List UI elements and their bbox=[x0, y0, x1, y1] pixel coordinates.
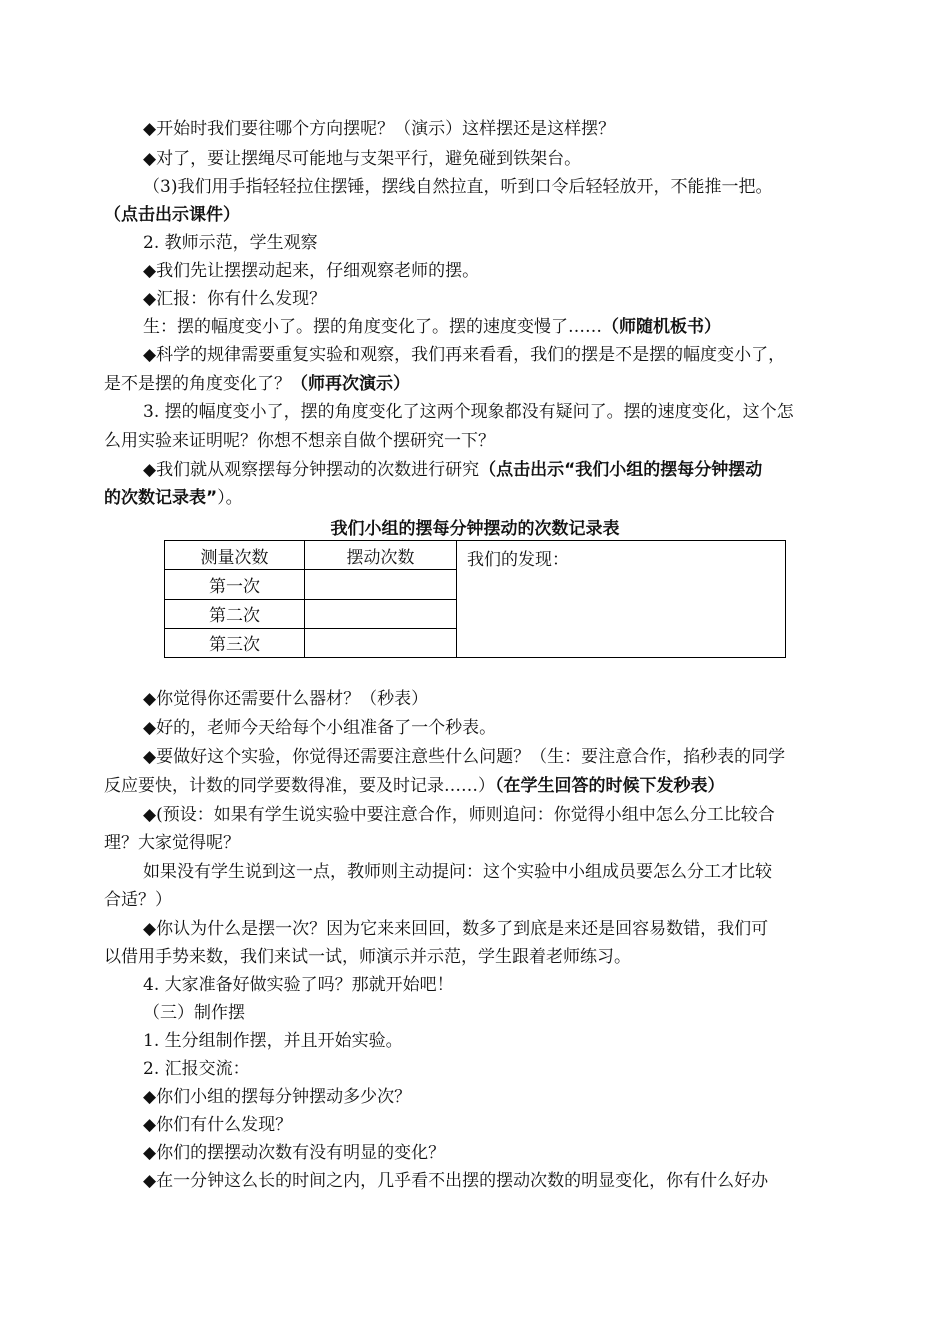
text-line bbox=[143, 289, 326, 309]
line-text: 我们先让摆摆动起来，仔细观察老师的摆。 bbox=[156, 261, 480, 281]
empty-cell bbox=[305, 570, 457, 599]
line-text: 开始时我们要往哪个方向摆呢？（演示）这样摆还是这样摆？ bbox=[156, 119, 616, 139]
text-line bbox=[104, 833, 240, 853]
bullet-diamond-icon: ◆ bbox=[143, 149, 157, 169]
line-text: 你们小组的摆每分钟摆动多少次？ bbox=[156, 1087, 412, 1107]
line-text: 如果没有学生说到这一点，教师则主动提问：这个实验中小组成员要怎么分工才比较 bbox=[143, 862, 772, 882]
text-line bbox=[104, 374, 410, 394]
text-line bbox=[143, 1143, 445, 1163]
line-text: 你认为什么是摆一次？因为它来来回回，数多了到底是来还是回容易数错，我们可 bbox=[156, 919, 769, 939]
empty-cell bbox=[305, 599, 457, 628]
line-text-bold: 的次数记录表” bbox=[104, 488, 218, 508]
text-line bbox=[143, 119, 615, 139]
section-heading: （三）制作摆 bbox=[143, 1003, 245, 1023]
line-text: 反应要快，计数的同学要数得准，要及时记录……） bbox=[104, 776, 495, 796]
text-line-bold bbox=[104, 205, 240, 225]
line-text: 你觉得你还需要什么器材？（秒表） bbox=[156, 689, 429, 709]
bullet-diamond-icon: ◆ bbox=[143, 689, 157, 709]
empty-cell bbox=[305, 628, 457, 657]
line-text: 3. 摆的幅度变小了，摆的角度变化了这两个现象都没有疑问了。摆的速度变化，这个怎 bbox=[143, 402, 794, 422]
header-cell: 测量次数 bbox=[165, 541, 305, 570]
bullet-diamond-icon: ◆ bbox=[143, 261, 157, 281]
row-label-cell: 第一次 bbox=[165, 570, 305, 599]
text-line bbox=[143, 1003, 245, 1023]
text-line bbox=[104, 890, 172, 910]
line-text-bold: （点击出示“我们小组的摆每分钟摆动 bbox=[479, 460, 763, 480]
line-text: ）。 bbox=[217, 488, 243, 508]
bullet-diamond-icon: ◆ bbox=[143, 1171, 157, 1191]
text-line bbox=[143, 1031, 403, 1051]
bullet-diamond-icon: ◆ bbox=[143, 345, 157, 365]
row-label-cell: 第二次 bbox=[165, 599, 305, 628]
section-heading: 2. 教师示范，学生观察 bbox=[143, 233, 318, 253]
bullet-diamond-icon: ◆ bbox=[143, 1115, 157, 1135]
line-text: 你们有什么发现？ bbox=[156, 1115, 293, 1135]
text-line bbox=[143, 975, 454, 995]
text-line bbox=[143, 177, 772, 197]
bullet-diamond-icon: ◆ bbox=[143, 460, 157, 480]
line-text: （点击出示课件） bbox=[104, 205, 240, 225]
line-text: 以借用手势来数，我们来试一试，师演示并示范，学生跟着老师练习。 bbox=[104, 947, 631, 967]
text-line bbox=[143, 402, 794, 422]
text-line bbox=[143, 1115, 292, 1135]
text-line bbox=[104, 947, 631, 967]
line-text: 要做好这个实验，你觉得还需要注意些什么问题？（生：要注意合作，掐秒表的同学 bbox=[156, 747, 786, 767]
table-caption: 我们小组的摆每分钟摆动的次数记录表 bbox=[330, 519, 620, 539]
text-line bbox=[143, 233, 318, 253]
line-text: 我们就从观察摆每分钟摆动的次数进行研究 bbox=[156, 460, 480, 480]
text-line bbox=[143, 919, 768, 939]
line-text: 好的，老师今天给每个小组准备了一个秒表。 bbox=[156, 718, 497, 738]
text-line bbox=[143, 345, 785, 365]
line-text: 是不是摆的角度变化了？ bbox=[104, 374, 291, 394]
text-line bbox=[143, 805, 775, 825]
line-text: 对了，要让摆绳尽可能地与支架平行，避免碰到铁架台。 bbox=[156, 149, 582, 169]
header-cell: 摆动次数 bbox=[305, 541, 457, 570]
text-line bbox=[104, 488, 243, 508]
text-line bbox=[104, 431, 495, 451]
line-text: 1. 生分组制作摆，并且开始实验。 bbox=[143, 1031, 403, 1051]
bullet-diamond-icon: ◆ bbox=[143, 289, 157, 309]
line-text-bold: （在学生回答的时候下发秒表） bbox=[495, 776, 725, 796]
record-table bbox=[164, 540, 786, 658]
table-header-row bbox=[165, 541, 786, 570]
line-text-bold: （师随机板书） bbox=[602, 317, 721, 337]
text-line bbox=[104, 776, 725, 796]
line-text: 2. 汇报交流： bbox=[143, 1059, 250, 1079]
row-label-cell: 第三次 bbox=[165, 628, 305, 657]
line-text: 合适？） bbox=[104, 890, 172, 910]
line-text: 理？大家觉得呢？ bbox=[104, 833, 240, 853]
bullet-diamond-icon: ◆ bbox=[143, 1143, 157, 1163]
text-line bbox=[143, 317, 721, 337]
bullet-diamond-icon: ◆ bbox=[143, 119, 157, 139]
bullet-diamond-icon: ◆ bbox=[143, 1087, 157, 1107]
findings-cell: 我们的发现： bbox=[457, 541, 786, 658]
text-line bbox=[143, 261, 479, 281]
line-text: 在一分钟这么长的时间之内，几乎看不出摆的摆动次数的明显变化，你有什么好办 bbox=[156, 1171, 769, 1191]
line-text: 科学的规律需要重复实验和观察，我们再来看看，我们的摆是不是摆的幅度变小了， bbox=[156, 345, 786, 365]
text-line bbox=[143, 862, 772, 882]
text-line bbox=[143, 460, 762, 480]
text-line bbox=[143, 1171, 768, 1191]
text-line bbox=[143, 1059, 250, 1079]
text-line bbox=[143, 1087, 411, 1107]
line-text: 生：摆的幅度变小了。摆的角度变化了。摆的速度变慢了…… bbox=[143, 317, 602, 337]
line-text: 你们的摆摆动次数有没有明显的变化？ bbox=[156, 1143, 446, 1163]
bullet-diamond-icon: ◆ bbox=[143, 718, 157, 738]
line-text: 4. 大家准备好做实验了吗？那就开始吧！ bbox=[143, 975, 454, 995]
text-line bbox=[143, 149, 581, 169]
line-text: 汇报：你有什么发现？ bbox=[156, 289, 327, 309]
text-line bbox=[143, 718, 496, 738]
line-text-bold: （师再次演示） bbox=[291, 374, 410, 394]
line-text: (预设：如果有学生说实验中要注意合作，师则追问：你觉得小组中怎么分工比较合 bbox=[156, 805, 775, 825]
bullet-diamond-icon: ◆ bbox=[143, 919, 157, 939]
bullet-diamond-icon: ◆ bbox=[143, 805, 157, 825]
bullet-diamond-icon: ◆ bbox=[143, 747, 157, 767]
line-text: 么用实验来证明呢？你想不想亲自做个摆研究一下？ bbox=[104, 431, 495, 451]
text-line bbox=[143, 747, 785, 767]
line-text: （3)我们用手指轻轻拉住摆锤，摆线自然拉直，听到口令后轻轻放开，不能推一把。 bbox=[143, 177, 773, 197]
text-line bbox=[143, 689, 428, 709]
